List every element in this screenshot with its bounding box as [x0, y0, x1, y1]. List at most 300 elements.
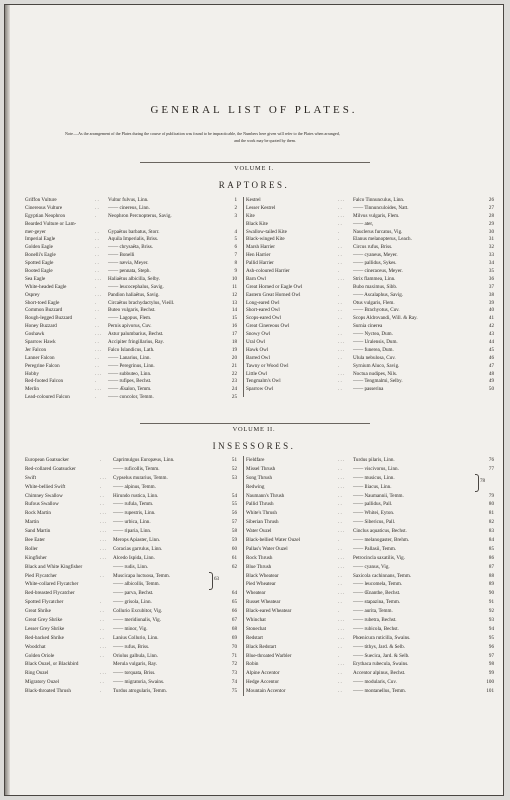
plate-entry [246, 652, 496, 661]
latin-name: Ulula nebulosa, Cuv. [353, 354, 396, 361]
english-name: Red-breasted Flycatcher [25, 590, 75, 597]
latin-name: Gypaëtus barbatus, Storr. [108, 228, 160, 235]
plate-number: 61 [231, 554, 237, 561]
latin-name: —— Uralensis, Dum. [353, 339, 398, 346]
latin-name: —— Iliacus, Linn. [353, 483, 392, 490]
english-name: Roller [25, 545, 38, 552]
rule-vol2-top [140, 423, 370, 424]
plate-number: 67 [231, 617, 237, 624]
plate-number: 92 [488, 608, 494, 615]
plate-number: 53 [231, 474, 237, 481]
english-name: Lanner Falcon [25, 354, 55, 361]
plate-entry [25, 386, 240, 394]
plate-number: 72 [231, 661, 237, 668]
leader-dots: . . . [338, 634, 345, 641]
english-name: Spotted Flycatcher [25, 599, 64, 606]
plate-entry [25, 607, 240, 616]
leader-dots: . . . [338, 590, 345, 597]
plate-entry [25, 509, 240, 518]
plate-number: 1 [234, 197, 237, 203]
english-name: Red-footed Falcon [25, 378, 64, 385]
english-name: Honey Buzzard [25, 323, 57, 330]
plate-entry [246, 300, 496, 308]
english-name: Alpine Accentor [246, 670, 280, 677]
plate-number: 79 [488, 492, 494, 499]
plate-number: 39 [488, 299, 494, 306]
leader-dots: . . . [338, 275, 345, 282]
plate-entry [246, 355, 496, 363]
leader-dots: . . [338, 492, 342, 499]
plate-number: 8 [234, 260, 237, 267]
latin-name: —— ater, [353, 220, 374, 227]
column-divider-2 [243, 456, 244, 696]
plate-entry [246, 634, 496, 643]
plate-number: 26 [488, 197, 494, 203]
leader-dots: . [338, 228, 340, 235]
english-name: White's Thrush [246, 510, 277, 517]
english-name: Black-winged Kite [246, 236, 285, 243]
leader-dots: . . [338, 252, 342, 259]
plate-number: 91 [488, 599, 494, 606]
english-name: Pallas's Water Ouzel [246, 545, 288, 552]
plate-number: 90 [488, 590, 494, 597]
leader-dots: . . [100, 608, 104, 615]
plate-number: 55 [231, 501, 237, 508]
latin-name: Aquila Imperialis, Briss. [108, 236, 159, 243]
plate-number: 11 [232, 283, 237, 290]
plate-number: 57 [231, 519, 237, 526]
latin-name: Haliaëtus albicilla, Selby. [108, 275, 161, 282]
english-name: Barn Owl [246, 275, 266, 282]
leader-dots: . . . [338, 457, 345, 463]
english-name: Black-throated Thrush [25, 688, 71, 695]
english-name: Great Shrike [25, 608, 51, 615]
latin-name: —— rufula, Temm. [113, 501, 154, 508]
leader-dots: . . . [338, 528, 345, 535]
leader-dots: . . . [338, 346, 345, 353]
insessores-heading: INSESSORES. [212, 441, 296, 451]
note-paragraph [65, 130, 465, 144]
plate-entry [25, 378, 240, 386]
plate-entry [25, 598, 240, 607]
latin-name: Cinclus aquaticus, Bechst. [353, 528, 407, 535]
leader-dots: . . [338, 315, 342, 322]
latin-name: Pernis apivorus, Cuv. [108, 323, 152, 330]
plate-number: 95 [488, 634, 494, 641]
english-name: Jer Falcon [25, 346, 47, 353]
latin-name: —— Œnanthe, Bechst. [353, 590, 401, 597]
note-line-2: and the work may be quoted by them. [234, 138, 296, 143]
plate-number: 60 [231, 545, 237, 552]
plate-number: 97 [488, 652, 494, 659]
plate-entry [246, 474, 496, 483]
plate-entry [246, 607, 496, 616]
plate-number: 42 [488, 323, 494, 330]
english-name: Merlin [25, 386, 39, 393]
plate-entry [25, 221, 240, 229]
leader-dots: . . [100, 572, 104, 579]
leader-dots: . . [95, 354, 99, 361]
plate-entry [25, 300, 240, 308]
plate-number: 83 [488, 528, 494, 535]
volume-2-right-column [246, 456, 496, 696]
plate-number: 7 [234, 252, 237, 259]
latin-name: —— rubetra, Bechst. [353, 617, 397, 624]
english-name: Bonelli's Eagle [25, 252, 56, 259]
leader-dots: . . . [95, 331, 102, 338]
leader-dots: . . [100, 492, 104, 499]
latin-name: —— rubicola, Bechst. [353, 625, 399, 632]
leader-dots: . . [338, 220, 342, 227]
plate-number: 20 [231, 354, 237, 361]
english-name: Bee Eater [25, 537, 45, 544]
leader-dots: . . . [338, 625, 345, 632]
plate-number: 19 [231, 346, 237, 353]
english-name: Ash-coloured Harrier [246, 268, 290, 275]
latin-name: —— ruficollis, Temm. [113, 465, 160, 472]
english-name: Kingfisher [25, 554, 47, 561]
leader-dots: . . [95, 228, 99, 235]
plate-entry [25, 536, 240, 545]
english-name: Wheatear [246, 590, 266, 597]
english-name: Swallow-tailed Kite [246, 228, 287, 235]
latin-name: —— funerea, Dum. [353, 346, 394, 353]
leader-dots: . [338, 608, 340, 615]
plate-number: 3 [234, 212, 237, 219]
plate-number: 22 [231, 370, 237, 377]
plate-entry [25, 492, 240, 501]
leader-dots: . [95, 283, 97, 290]
leader-dots: . [338, 236, 340, 243]
plate-number: 6 [234, 244, 237, 251]
latin-name: Bubo maximus, Sibb. [353, 283, 398, 290]
latin-name: —— cyaneus, Meyer. [353, 252, 398, 259]
leader-dots: . . [338, 260, 342, 267]
plate-number: 2 [234, 204, 237, 211]
plate-number: 29 [488, 220, 494, 227]
latin-name: —— Ascalaphus, Savig. [353, 291, 404, 298]
latin-name: Hirundo rustica, Linn. [113, 492, 159, 499]
latin-name: Neophron Percnopterus, Savig. [108, 212, 172, 219]
plate-entry [25, 500, 240, 509]
leader-dots: . . [95, 197, 99, 203]
plate-entry [25, 660, 240, 669]
latin-name: Turdus atrogularis, Temm. [113, 688, 167, 695]
latin-name: —— tithys, Jard. & Selb. [353, 643, 405, 650]
latin-name: Cypselus murarius, Temm. [113, 474, 168, 481]
plate-entry [246, 347, 496, 355]
english-name: Redwing [246, 483, 265, 490]
latin-name: —— Pallasii, Temm. [353, 545, 397, 552]
plate-entry [25, 634, 240, 643]
latin-name: —— albicollis, Temm. [113, 581, 160, 588]
bracket-plate-number: 78 [480, 477, 486, 484]
latin-name: —— alpinus, Temm. [113, 483, 156, 490]
english-name: Golden Oriole [25, 652, 55, 659]
english-name: Russet Wheatear [246, 599, 281, 606]
english-name: Naumann's Thrush [246, 492, 285, 499]
plate-entry [246, 669, 496, 678]
plate-entry [25, 363, 240, 371]
plate-number: 65 [231, 599, 237, 606]
plate-entry [246, 492, 496, 501]
english-name: Black Ouzel, or Blackbird [25, 661, 79, 668]
english-name: Short-eared Owl [246, 307, 280, 314]
plate-number: 36 [488, 275, 494, 282]
leader-dots: . . . [338, 212, 345, 219]
latin-name: —— Bonelli [108, 252, 135, 259]
leader-dots: . . . [95, 346, 102, 353]
leader-dots: . . [338, 331, 342, 338]
latin-name: —— urbica, Linn. [113, 519, 151, 526]
english-name: Sea Eagle [25, 275, 46, 282]
plate-number: 71 [231, 652, 237, 659]
english-name: Red-backed Shrike [25, 634, 64, 641]
latin-name: —— Brachyotus, Cuv. [353, 307, 400, 314]
latin-name: —— cyanus, Vig. [353, 563, 390, 570]
plate-entry [246, 598, 496, 607]
english-name: Rock Martin [25, 510, 51, 517]
plate-number: 76 [488, 457, 494, 463]
latin-name: —— rufipes, Bechst. [108, 378, 152, 385]
plate-entry [246, 643, 496, 652]
english-name: Hobby [25, 370, 39, 377]
plate-number: 17 [231, 331, 237, 338]
english-name: Scops-eared Owl [246, 315, 281, 322]
plate-entry [246, 500, 496, 509]
english-name: Marsh Harrier [246, 244, 275, 251]
latin-name: —— cinereus, Linn. [108, 204, 150, 211]
english-name: Martin [25, 519, 39, 526]
leader-dots: . . . [100, 670, 107, 677]
latin-name: —— Lanarius, Linn. [108, 354, 151, 361]
plate-number: 44 [488, 339, 494, 346]
english-name: Tawny or Wood Owl [246, 362, 289, 369]
plate-number: 56 [231, 510, 237, 517]
plate-entry [246, 536, 496, 545]
english-name: Whinchat [246, 617, 266, 624]
latin-name: —— stapazina, Temm. [353, 599, 401, 606]
leader-dots: . . [338, 307, 342, 314]
latin-name: —— leucocephalus, Savig. [108, 283, 164, 290]
english-name: Kite [246, 212, 255, 219]
plate-number: 35 [488, 268, 494, 275]
plate-number: 12 [231, 291, 237, 298]
leader-dots: . . [100, 652, 104, 659]
plate-entry [246, 252, 496, 260]
latin-name: —— Naumannii, Temm. [353, 492, 404, 499]
plate-entry [246, 363, 496, 371]
english-name: Sand Martin [25, 528, 51, 535]
plate-entry [25, 652, 240, 661]
leader-dots: . [100, 483, 102, 490]
english-name: Black Kite [246, 220, 268, 227]
plate-number: 66 [231, 608, 237, 615]
plate-number: 68 [231, 625, 237, 632]
plate-entry [246, 527, 496, 536]
plate-entry [25, 236, 240, 244]
english-name: Long-eared Owl [246, 299, 280, 306]
english-name: Blue-throated Warbler [246, 652, 292, 659]
english-name: Ring Ouzel [25, 670, 49, 677]
latin-name: —— Peregrinus, Linn. [108, 362, 155, 369]
leader-dots: . . [338, 572, 342, 579]
plate-entry [25, 589, 240, 598]
leader-dots: . . [338, 386, 342, 393]
latin-name: Erythaca rubecula, Swains. [353, 661, 409, 668]
leader-dots: . [338, 291, 340, 298]
latin-name: —— melanogaster, Brehm. [353, 537, 410, 544]
latin-name: Astur palumbarius, Bechst. [108, 331, 164, 338]
english-name: Hen Harrier [246, 252, 271, 259]
english-name: Pallid Thrush [246, 501, 274, 508]
english-name: Great Horned or Eagle Owl [246, 283, 303, 290]
english-name: Missel Thrush [246, 465, 276, 472]
english-name: Common Buzzard [25, 307, 63, 314]
english-name: Redstart [246, 634, 263, 641]
leader-dots: . . [100, 617, 104, 624]
plate-entry [25, 260, 240, 268]
latin-name: —— musicus, Linn. [353, 474, 395, 481]
book-page [4, 4, 504, 796]
plate-entry [25, 307, 240, 315]
rule-vol1-top [140, 162, 370, 163]
plate-entry [246, 213, 496, 221]
plate-number: 75 [231, 688, 237, 695]
leader-dots: . . [100, 625, 104, 632]
leader-dots: . . [95, 268, 99, 275]
plate-number: 52 [231, 465, 237, 472]
plate-entry [246, 509, 496, 518]
leader-dots: . . [338, 354, 342, 361]
plate-entry [246, 229, 496, 237]
plate-entry [246, 339, 496, 347]
column-divider-1 [243, 197, 244, 397]
plate-number: 64 [231, 590, 237, 597]
plate-number: 47 [488, 362, 494, 369]
plate-number: 27 [488, 204, 494, 211]
latin-name: Strix flammea, Linn. [353, 275, 396, 282]
english-name: Blue Thrush [246, 563, 272, 570]
leader-dots: . . . [338, 483, 345, 490]
plate-number: 59 [231, 537, 237, 544]
leader-dots: . . [338, 465, 342, 472]
plate-number: 24 [231, 386, 237, 393]
plate-number: 82 [488, 519, 494, 526]
latin-name: —— torquata, Briss. [113, 670, 156, 677]
plate-entry [246, 315, 496, 323]
volume-1-left-column [25, 197, 240, 402]
brace-bracket [475, 474, 479, 492]
leader-dots: . . [338, 643, 342, 650]
plate-entry [246, 323, 496, 331]
leader-dots: . . . [338, 370, 345, 377]
english-name: Rufous Swallow [25, 501, 59, 508]
latin-name: Alcedo Ispida, Linn. [113, 554, 155, 561]
leader-dots: . . [95, 204, 99, 211]
leader-dots: . . . [100, 537, 107, 544]
plate-number: 33 [488, 252, 494, 259]
plate-entry [25, 527, 240, 536]
leader-dots: . . . [95, 291, 102, 298]
plate-number: 15 [231, 315, 237, 322]
leader-dots: . . . [338, 339, 345, 346]
plate-number: 4 [234, 228, 237, 235]
latin-name: —— rufus, Briss. [113, 643, 150, 650]
latin-name: —— meridionalis, Vig. [113, 617, 161, 624]
plate-number: 10 [231, 275, 237, 282]
english-name: Hedge Accentor [246, 679, 279, 686]
plate-number: 31 [488, 236, 494, 243]
latin-name: —— Whitei, Eyton. [353, 510, 395, 517]
leader-dots: . . . [100, 510, 107, 517]
leader-dots: . . [95, 252, 99, 259]
plate-entry [25, 669, 240, 678]
bracket-plate-number: 63 [214, 575, 220, 582]
leader-dots: . . [100, 501, 104, 508]
english-name: Migratory Ouzel [25, 679, 60, 686]
leader-dots: . . . [95, 275, 102, 282]
leader-dots: . . [95, 244, 99, 251]
latin-name: —— pallidus, Pall. [353, 501, 393, 508]
plate-number: 87 [488, 563, 494, 570]
english-name: Little Owl [246, 370, 268, 377]
plate-entry [25, 580, 240, 589]
leader-dots: . . . [100, 643, 107, 650]
english-name: Sparrow Owl [246, 386, 274, 393]
plate-number: 51 [231, 457, 237, 463]
english-name: Golden Eagle [25, 244, 53, 251]
plate-entry [246, 268, 496, 276]
english-name: Bearded Vulture or Lam- [25, 220, 77, 227]
binding-gutter [5, 5, 10, 795]
leader-dots: . . [338, 244, 342, 251]
leader-dots: . [100, 688, 102, 695]
plate-number: 58 [231, 528, 237, 535]
leader-dots: . . . [100, 554, 107, 561]
latin-name: Lanius Collurio, Linn. [113, 634, 159, 641]
plate-number: 38 [488, 291, 494, 298]
plate-entry [25, 355, 240, 363]
latin-name: Falco Islandicus, Lath. [108, 346, 155, 353]
leader-dots: . . . [100, 528, 107, 535]
leader-dots: . . . [95, 386, 102, 393]
leader-dots: . [338, 268, 340, 275]
english-name: European Goatsucker [25, 457, 69, 463]
plate-number: 5 [234, 236, 237, 243]
english-name: Fieldfare [246, 457, 265, 463]
plate-entry [25, 205, 240, 213]
raptores-heading: RAPTORES. [218, 180, 290, 190]
english-name: Black Redstart [246, 643, 277, 650]
leader-dots: . [338, 362, 340, 369]
leader-dots: . [100, 457, 102, 463]
plate-number: 45 [488, 346, 494, 353]
english-name: Imperial Eagle [25, 236, 56, 243]
english-name: Black Wheatear [246, 572, 279, 579]
plate-entry [25, 323, 240, 331]
latin-name: Syrnium Aluco, Savig. [353, 362, 400, 369]
leader-dots: . . . [338, 554, 345, 561]
leader-dots: . . [338, 519, 342, 526]
english-name: Black-bellied Water Ouzel [246, 537, 301, 544]
plate-number: 13 [231, 299, 237, 306]
leader-dots: . . . [100, 519, 107, 526]
latin-name: Vultur fulvus, Linn. [108, 197, 149, 203]
plate-entry [25, 284, 240, 292]
plate-entry [246, 465, 496, 474]
plate-number: 30 [488, 228, 494, 235]
